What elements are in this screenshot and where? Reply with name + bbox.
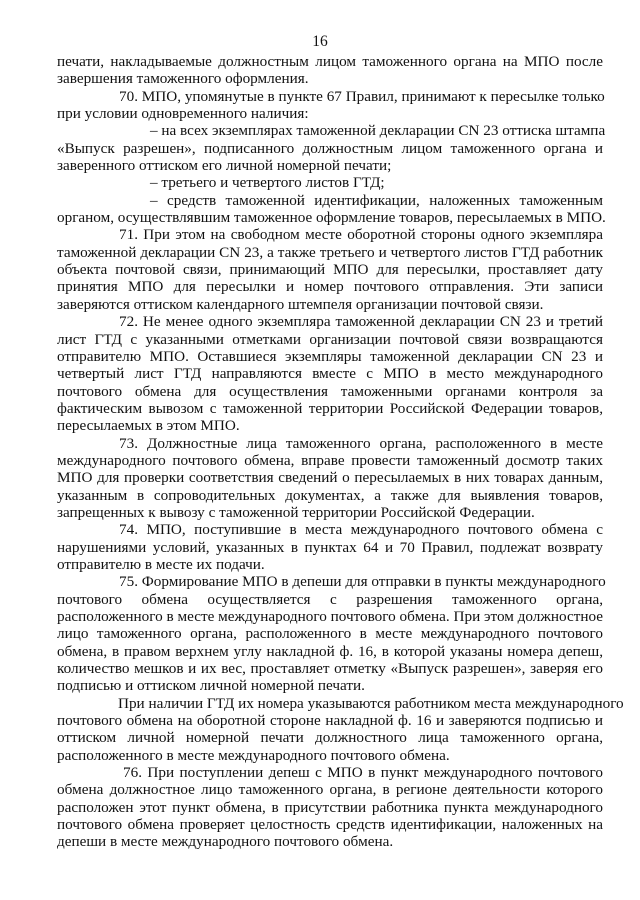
text-line: почтового обмена осуществляется с разрешения таможенного органа,	[57, 590, 603, 608]
text-line: указанным в сопроводительных документах, а также для выявления товаров,	[57, 486, 603, 504]
paragraph	[57, 313, 603, 434]
text-line: 76. При поступлении депеш с МПО в пункт международного почтового	[123, 764, 603, 782]
text-line: принятия МПО для пересылки и номер почтового отправления. Эти записи	[57, 278, 603, 296]
text-line: отправителю МПО. Оставшиеся экземпляры таможенной декларации CN 23 и	[57, 347, 603, 365]
text-line: международного почтового обмена, вправе провести таможенный досмотр таких	[57, 451, 603, 469]
text-line: почтового обмена на оборотной стороне накладной ф. 16 и заверяются подписью и	[57, 712, 603, 730]
text-line: печати, накладываемые должностным лицом таможенного органа на МПО после	[57, 53, 603, 70]
paragraph	[57, 174, 603, 191]
text-line: запрещенных к вывозу с таможенной территории Российской Федерации.	[57, 503, 535, 521]
text-line: нарушениями условий, указанных в пунктах 64 и 70 Правил, подлежат возврату	[57, 538, 603, 556]
text-line: МПО для проверки соответствия сведений о пересылаемых в них товарах данным,	[57, 469, 603, 487]
text-line: 70. МПО, упомянутые в пункте 67 Правил, принимают к пересылке только	[119, 87, 605, 105]
paragraph	[57, 573, 606, 695]
text-line: 73. Должностные лица таможенного органа, расположенного в месте	[119, 434, 603, 452]
paragraph	[57, 435, 603, 522]
text-line: таможенной декларации CN 23, а также третьего и четвертого листов ГТД работник	[57, 243, 603, 261]
text-line: 72. Не менее одного экземпляра таможенной декларации CN 23 и третий	[119, 313, 603, 331]
text-line: лицо таможенного органа, расположенного в месте международного почтового	[57, 625, 603, 643]
paragraph	[57, 226, 603, 313]
page-number: 16	[312, 33, 328, 50]
paragraph	[57, 694, 624, 764]
text-line: четвертый лист ГТД направляются вместе с МПО в место международного	[57, 365, 603, 383]
document-body	[57, 53, 624, 851]
text-line: оттиском личной номерной печати должностного лица таможенного органа,	[57, 729, 603, 747]
text-line: органом, осуществлявшим таможенное оформление товаров, пересылаемых в МПО.	[57, 209, 606, 227]
text-line: почтового обмена проверяет целостность средств идентификации, наложенных на	[57, 816, 603, 834]
text-line: депеши в месте международного почтового обмена.	[57, 833, 394, 851]
text-line: расположенного в месте международного почтового обмена. При этом должностное	[57, 608, 603, 625]
text-line: – средств таможенной идентификации, наложенных таможенным	[150, 191, 603, 209]
text-line: при условии одновременного наличия:	[57, 105, 309, 123]
text-line: 71. При этом на свободном месте оборотной стороны одного экземпляра	[119, 226, 603, 244]
paragraph	[57, 191, 606, 227]
text-line: количество мешков и их вес, проставляет отметку «Выпуск разрешен», заверяя его	[57, 660, 603, 678]
paragraph	[57, 521, 603, 573]
text-line: заверенного оттиском его личной номерной печати;	[57, 157, 392, 175]
text-line: обмена должностное лицо таможенного органа, в регионе деятельности которого	[57, 781, 603, 799]
text-line: объекта почтовой связи, принимающий МПО для пересылки, проставляет дату	[57, 261, 603, 279]
text-line: обмена, в правом верхнем углу накладной ф. 16, в которой указаны номера депеш,	[57, 642, 603, 660]
text-line: – на всех экземплярах таможенной декларации CN 23 оттиска штампа	[150, 122, 606, 140]
text-line: почтового обмена для осуществления таможенными органами контроля за	[57, 382, 603, 400]
text-line: отправителю в месте их подачи.	[57, 555, 265, 573]
text-line: 75. Формирование МПО в депеши для отправки в пункты международного	[119, 573, 606, 591]
text-line: – третьего и четвертого листов ГТД;	[150, 174, 385, 192]
text-line: расположенного в месте международного почтового обмена.	[57, 746, 450, 764]
text-line: 74. МПО, поступившие в места международного почтового обмена с	[119, 521, 603, 539]
text-line: пересылаемых в этом МПО.	[57, 417, 240, 435]
paragraph	[57, 122, 606, 175]
text-line: лист ГТД с указанными отметками организации почтовой связи возвращаются	[57, 330, 603, 348]
text-line: расположен этот пункт обмена, в присутствии работника пункта международного	[57, 798, 603, 816]
text-line: «Выпуск разрешен», подписанного должностным лицом таможенного органа и	[57, 139, 603, 157]
paragraph	[57, 764, 603, 851]
paragraph	[57, 53, 603, 88]
text-line: заверяются оттиском календарного штемпеля организации почтовой связи.	[57, 295, 544, 313]
text-line: фактическим вывозом с таможенной территории Российской Федерации товаров,	[57, 399, 603, 417]
text-line: завершения таможенного оформления.	[57, 70, 309, 88]
paragraph	[57, 88, 603, 123]
text-line: подписью и оттиском личной номерной печати.	[57, 677, 365, 695]
text-line: При наличии ГТД их номера указываются работником места международного	[118, 694, 624, 712]
